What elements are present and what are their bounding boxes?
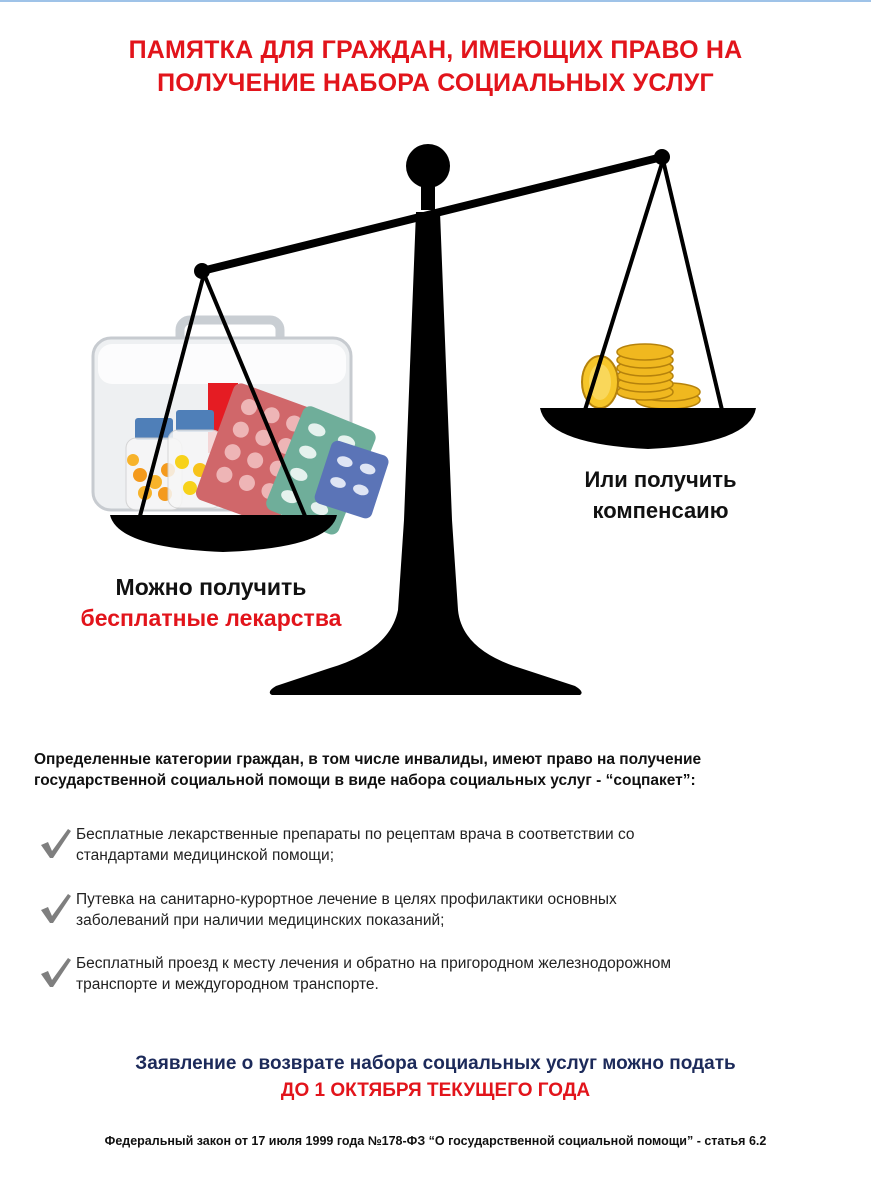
compensation-caption-line-2: компенсаию	[592, 498, 729, 523]
check-icon	[38, 826, 72, 860]
deadline-line-2: ДО 1 ОКТЯБРЯ ТЕКУЩЕГО ГОДА	[280, 1080, 591, 1101]
title-line-2: ПОЛУЧЕНИЕ НАБОРА СОЦИАЛЬНЫХ УСЛУГ	[157, 69, 714, 97]
compensation-caption-line-1: Или получить	[584, 467, 737, 492]
title-line-1: ПАМЯТКА ДЛЯ ГРАЖДАН, ИМЕЮЩИХ ПРАВО НА	[128, 36, 743, 64]
list-item-line-1: Бесплатный проезд к месту лечения и обратно на пригородном железнодорожном	[76, 955, 672, 972]
page-title	[0, 34, 871, 100]
check-icon	[38, 955, 72, 989]
free-medicine-caption	[46, 572, 376, 634]
list-item-line-1: Бесплатные лекарственные препараты по рецептам врача в соответствии со	[76, 826, 635, 843]
intro-paragraph	[34, 749, 840, 791]
list-item	[38, 889, 828, 937]
coin-stack	[582, 344, 700, 409]
list-item-line-2: транспорте и междугородном транспорте.	[76, 976, 379, 993]
law-reference: Федеральный закон от 17 июля 1999 года №178-ФЗ “О государственной социальной помощи” - статья 6.2	[104, 1134, 767, 1148]
list-item-line-2: стандартами медицинской помощи;	[76, 847, 334, 864]
free-medicine-caption-line-1: Можно получить	[115, 574, 307, 600]
intro-line-2: государственной социальной помощи в виде набора социальных услуг - “соцпакет”:	[34, 772, 696, 789]
check-icon	[38, 891, 72, 925]
list-item-line-2: заболеваний при наличии медицинских показаний;	[76, 912, 445, 929]
list-item	[38, 824, 828, 872]
deadline-line-1: Заявление о возврате набора социальных услуг можно подать	[135, 1053, 736, 1074]
intro-line-1: Определенные категории граждан, в том числе инвалиды, имеют право на получение	[34, 751, 702, 768]
compensation-caption	[548, 464, 773, 526]
deadline-notice	[0, 1050, 871, 1104]
top-divider	[0, 0, 871, 2]
free-medicine-caption-line-2: бесплатные лекарства	[80, 605, 342, 631]
list-item-line-1: Путевка на санитарно-курортное лечение в целях профилактики основных	[76, 891, 617, 908]
list-item	[38, 953, 828, 1001]
